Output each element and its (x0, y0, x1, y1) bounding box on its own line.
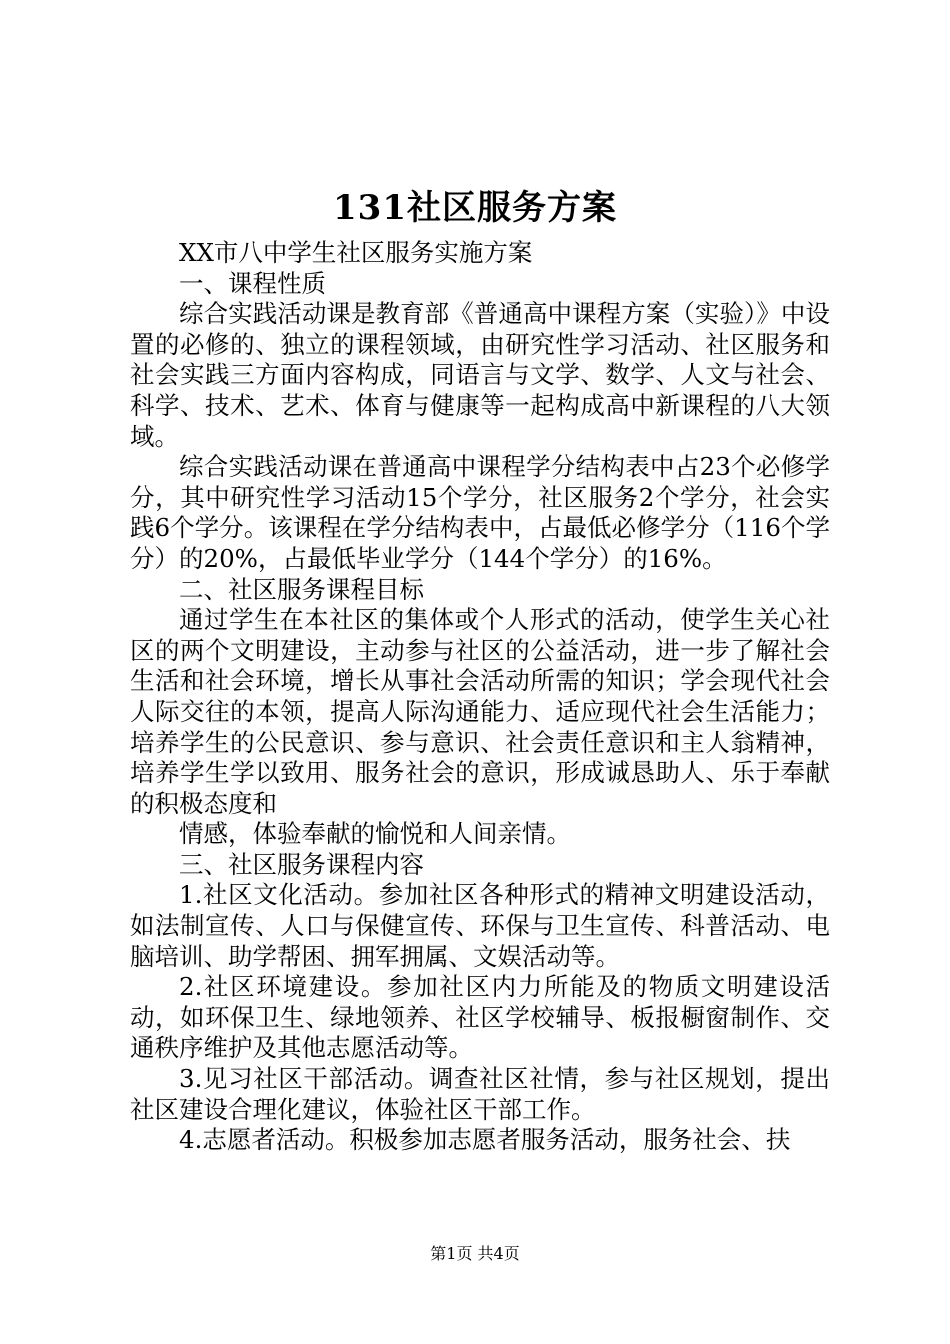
section-heading-3: 三、社区服务课程内容 (179, 849, 424, 879)
paragraph: 综合实践活动课在普通高中课程学分结构表中占23个必修学分，其中研究性学习活动15个学分，社区服务2个学分，社会实践6个学分。该课程在学分结构表中，占最低必修学分（116个学分）的20%，占最低毕业学分（144个学分）的16%。 (130, 452, 830, 573)
paragraph: 通过学生在本社区的集体或个人形式的活动，使学生关心社区的两个文明建设，主动参与社区的公益活动，进一步了解社会生活和社会环境，增长从事社会活动所需的知识；学会现代社会人际交往的本领，提高人际沟通能力、适应现代社会生活能力；培养学生的公民意识、参与意识、社会责任意识和主人翁精神，培养学生学以致用、服务社会的意识，形成诚恳助人、乐于奉献的积极态度和 (130, 605, 830, 818)
list-item: 2.社区环境建设。参加社区内力所能及的物质文明建设活动，如环保卫生、绿地领养、社区学校辅导、板报橱窗制作、交通秩序维护及其他志愿活动等。 (130, 972, 830, 1063)
section-heading-2: 二、社区服务课程目标 (179, 574, 424, 604)
document-title: 131社区服务方案 (333, 188, 617, 228)
document-body (130, 238, 830, 1156)
section-heading-1: 一、课程性质 (179, 268, 326, 298)
page-footer: 第1页 共4页 (430, 1244, 520, 1263)
list-item: 3.见习社区干部活动。调查社区社情，参与社区规划，提出社区建设合理化建议，体验社区干部工作。 (130, 1064, 830, 1124)
list-item: 4.志愿者活动。积极参加志愿者服务活动，服务社会、扶 (179, 1125, 791, 1155)
paragraph-subtitle: XX市八中学生社区服务实施方案 (179, 238, 533, 267)
paragraph: 情感，体验奉献的愉悦和人间亲情。 (179, 819, 571, 849)
paragraph: 综合实践活动课是教育部《普通高中课程方案（实验）》中设置的必修的、独立的课程领域，由研究性学习活动、社区服务和社会实践三方面内容构成，同语言与文学、数学、人文与社会、科学、技术、艺术、体育与健康等一起构成高中新课程的八大领域。 (130, 299, 830, 451)
list-item: 1.社区文化活动。参加社区各种形式的精神文明建设活动，如法制宣传、人口与保健宣传、环保与卫生宣传、科普活动、电脑培训、助学帮困、拥军拥属、文娱活动等。 (130, 880, 830, 971)
